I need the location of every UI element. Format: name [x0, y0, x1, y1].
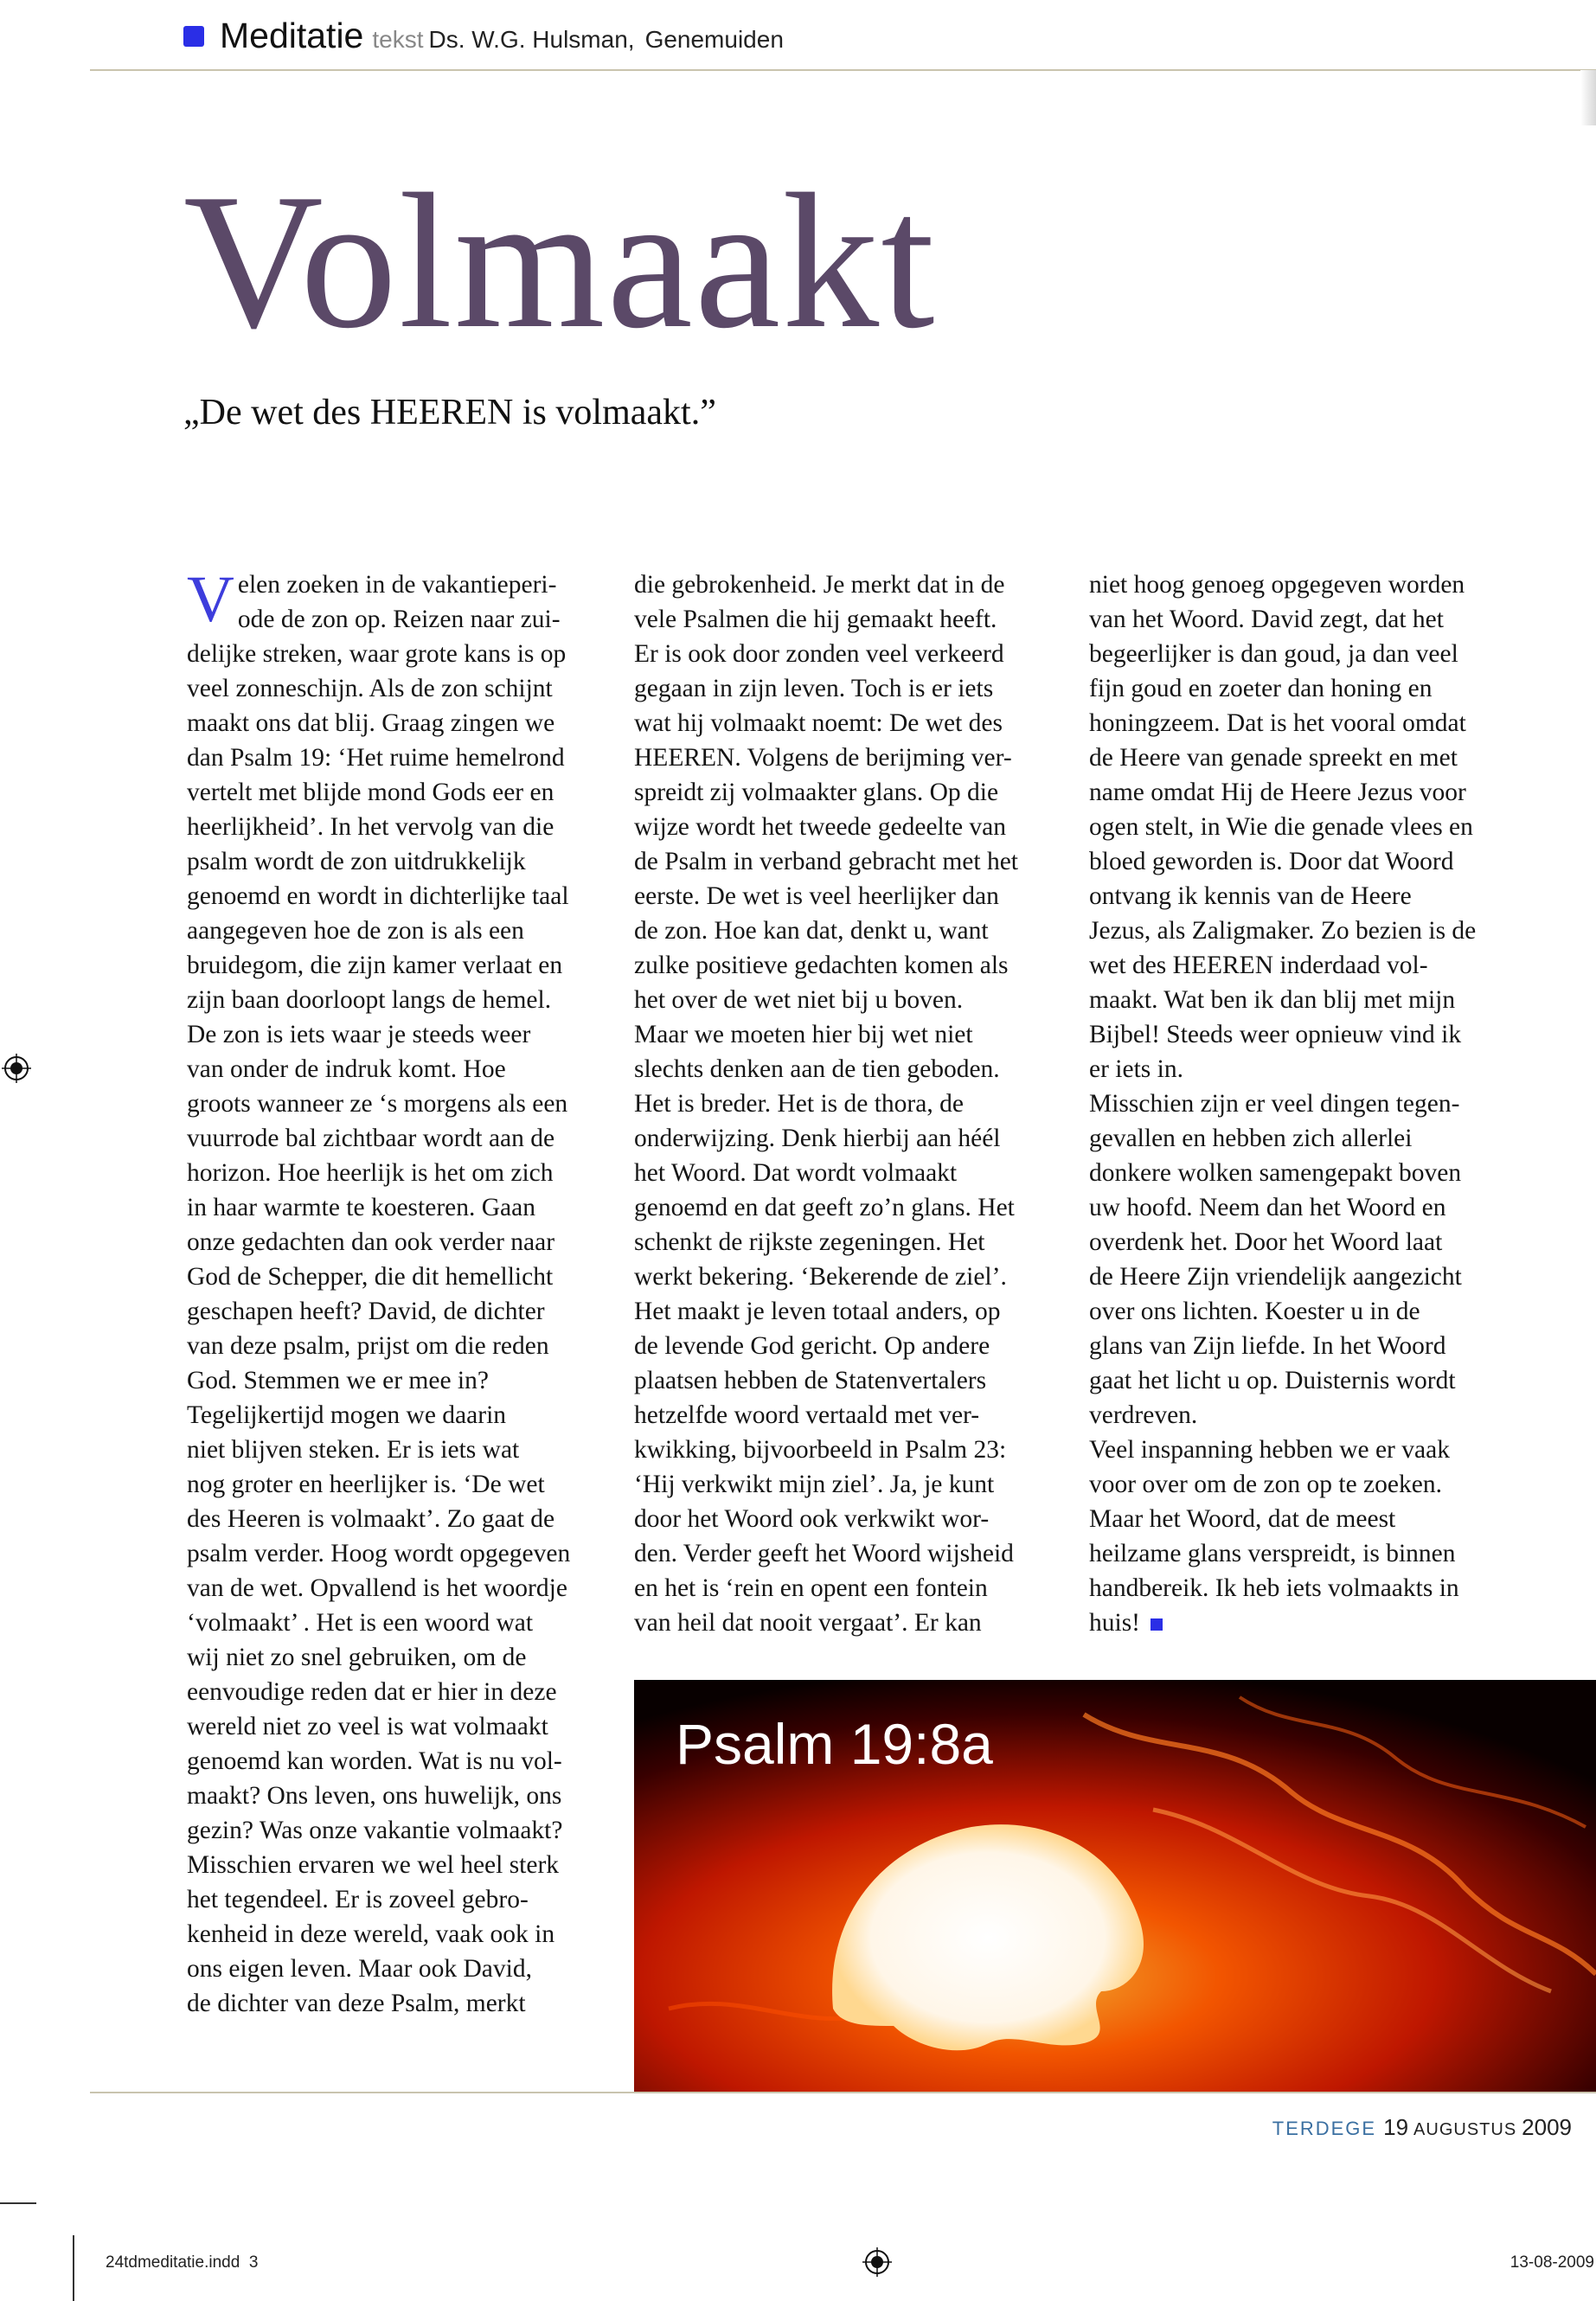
- registration-mark-icon: [862, 2247, 892, 2277]
- body-column-2: [634, 567, 1049, 1640]
- rubric: [220, 16, 784, 56]
- end-mark-icon: [1151, 1618, 1163, 1631]
- author: Ds. W.G. Hulsman,: [428, 26, 635, 53]
- article-title: Volmaakt: [183, 154, 937, 369]
- folio: [1272, 2114, 1572, 2141]
- issue-day: 19: [1383, 2114, 1409, 2140]
- photo-caption: Psalm 19:8a: [676, 1712, 993, 1776]
- slug-file: [106, 2253, 258, 2272]
- article-subtitle: „De wet des HEEREN is volmaakt.”: [183, 393, 716, 433]
- section-label: Meditatie: [220, 16, 364, 55]
- crop-mark: [0, 2202, 36, 2204]
- registration-mark-icon: [2, 1054, 31, 1083]
- rubric-square-icon: [183, 26, 204, 47]
- drop-cap: V: [187, 563, 234, 636]
- tekst-label: tekst: [372, 26, 424, 53]
- issue-month: AUGUSTUS: [1413, 2120, 1517, 2139]
- magazine-name: TERDEGE: [1272, 2118, 1377, 2139]
- crop-mark: [73, 2235, 74, 2301]
- bottom-rule: [90, 2092, 1596, 2093]
- slug-date: 13-08-2009: [1509, 2253, 1594, 2272]
- slug-page: 3: [248, 2253, 259, 2272]
- author-place: Genemuiden: [644, 26, 784, 53]
- body-text-2: die gebrokenheid. Je merkt dat in de vele Psalmen die hij gemaakt heeft. Er is ook door zonden veel verkeerd gegaan in zijn leven. Toch is er iets wat hij volmaakt noemt: De wet des HEEREN. Volgens de berijming ver- spreidt zij volmaakter glans. Op die wijze wordt het tweede gedeelte van de Psalm in verband gebracht met het eerste. De wet is veel heerlijker dan de zon. Hoe kan dat, denkt u, want zulke positieve gedachten komen als het over de wet niet bij u boven. Maar we moeten hier bij wet niet slechts denken aan de tien geboden. Het is breder. Het is de thora, de onderwijzing. Denk hierbij aan héél het Woord. Dat wordt volmaakt genoemd en dat geeft zo’n glans. Het schenkt de rijkste zegeningen. Het werkt bekering. ‘Bekerende de ziel’. Het maakt je leven totaal anders, op de levende God gericht. Op andere plaatsen hebben de Statenvertalers hetzelfde woord vertaald met ver- kwikking, bijvoorbeeld in Psalm 23: ‘Hij verkwikt mijn ziel’. Ja, je kunt door het Woord ook verkwikt wor- den. Verder geeft het Woord wijsheid en het is ‘rein en opent een fontein van heil dat nooit vergaat’. Er kan: [634, 571, 1018, 1637]
- issue-year: 2009: [1522, 2114, 1572, 2140]
- body-text-1: elen zoeken in de vakantieperi- ode de zon op. Reizen naar zui- delijke streken, waar grote kans is op veel zonneschijn. Als de zon schijnt maakt ons dat blij. Graag zingen we dan Psalm 19: ‘Het ruime hemelrond vertelt met blijde mond Gods eer en heerlijkheid’. In het vervolg van die psalm wordt de zon uitdrukkelijk genoemd en wordt in dichterlijke taal aangegeven hoe de zon is als een bruidegom, die zijn kamer verlaat en zijn baan doorloopt langs de hemel. De zon is iets waar je steeds weer van onder de indruk komt. Hoe groots wanneer ze ‘s morgens als een vuurrode bal zichtbaar wordt aan de horizon. Hoe heerlijk is het om zich in haar warmte te koesteren. Gaan onze gedachten dan ook verder naar God de Schepper, die dit hemellicht geschapen heeft? David, de dichter van deze psalm, prijst om die reden God. Stemmen we er mee in? Tegelijkertijd mogen we daarin niet blijven steken. Er is iets wat nog groter en heerlijker is. ‘De wet des Heeren is volmaakt’. Zo gaat de psalm verder. Hoog wordt opgegeven van de wet. Opvallend is het woordje ‘volmaakt’ . Het is een woord wat wij niet zo snel gebruiken, om de eenvoudige reden dat er hier in deze wereld niet zo veel is wat volmaakt genoemd kan worden. Wat is nu vol- maakt? Ons leven, ons huwelijk, ons gezin? Was onze vakantie volmaakt? Misschien ervaren we wel heel sterk het tegendeel. Er is zoveel gebro- kenheid in deze wereld, vaak ook in ons eigen leven. Maar ook David, de dichter van deze Psalm, merkt: [187, 571, 571, 2017]
- body-text-3: niet hoog genoeg opgegeven worden van het Woord. David zegt, dat het begeerlijker is dan goud, ja dan veel fijn goud en zoeter dan honing en honingzeem. Dat is het vooral omdat de Heere van genade spreekt en met name omdat Hij de Heere Jezus voor ogen stelt, in Wie die genade vlees en bloed geworden is. Door dat Woord ontvang ik kennis van de Heere Jezus, als Zaligmaker. Zo bezien is de wet des HEEREN inderdaad vol- maakt. Wat ben ik dan blij met mijn Bijbel! Steeds weer opnieuw vind ik er iets in. Misschien zijn er veel dingen tegen- gevallen en hebben zich allerlei donkere wolken samengepakt boven uw hoofd. Neem dan het Woord en overdenk het. Door het Woord laat de Heere Zijn vriendelijk aangezicht over ons lichten. Koester u in de glans van Zijn liefde. In het Woord gaat het licht u op. Duisternis wordt verdreven. Veel inspanning hebben we er vaak voor over om de zon op te zoeken. Maar het Woord, dat de meest heilzame glans verspreidt, is binnen handbereik. Ik heb iets volmaakts in huis!: [1089, 571, 1477, 1637]
- slug-filename: 24tdmeditatie.indd: [106, 2253, 240, 2272]
- top-rule: [90, 69, 1596, 71]
- page-edge-shadow: [1580, 70, 1596, 125]
- sun-photo: [634, 1680, 1596, 2092]
- body-column-1: [187, 563, 602, 2021]
- body-column-3: [1089, 567, 1504, 1640]
